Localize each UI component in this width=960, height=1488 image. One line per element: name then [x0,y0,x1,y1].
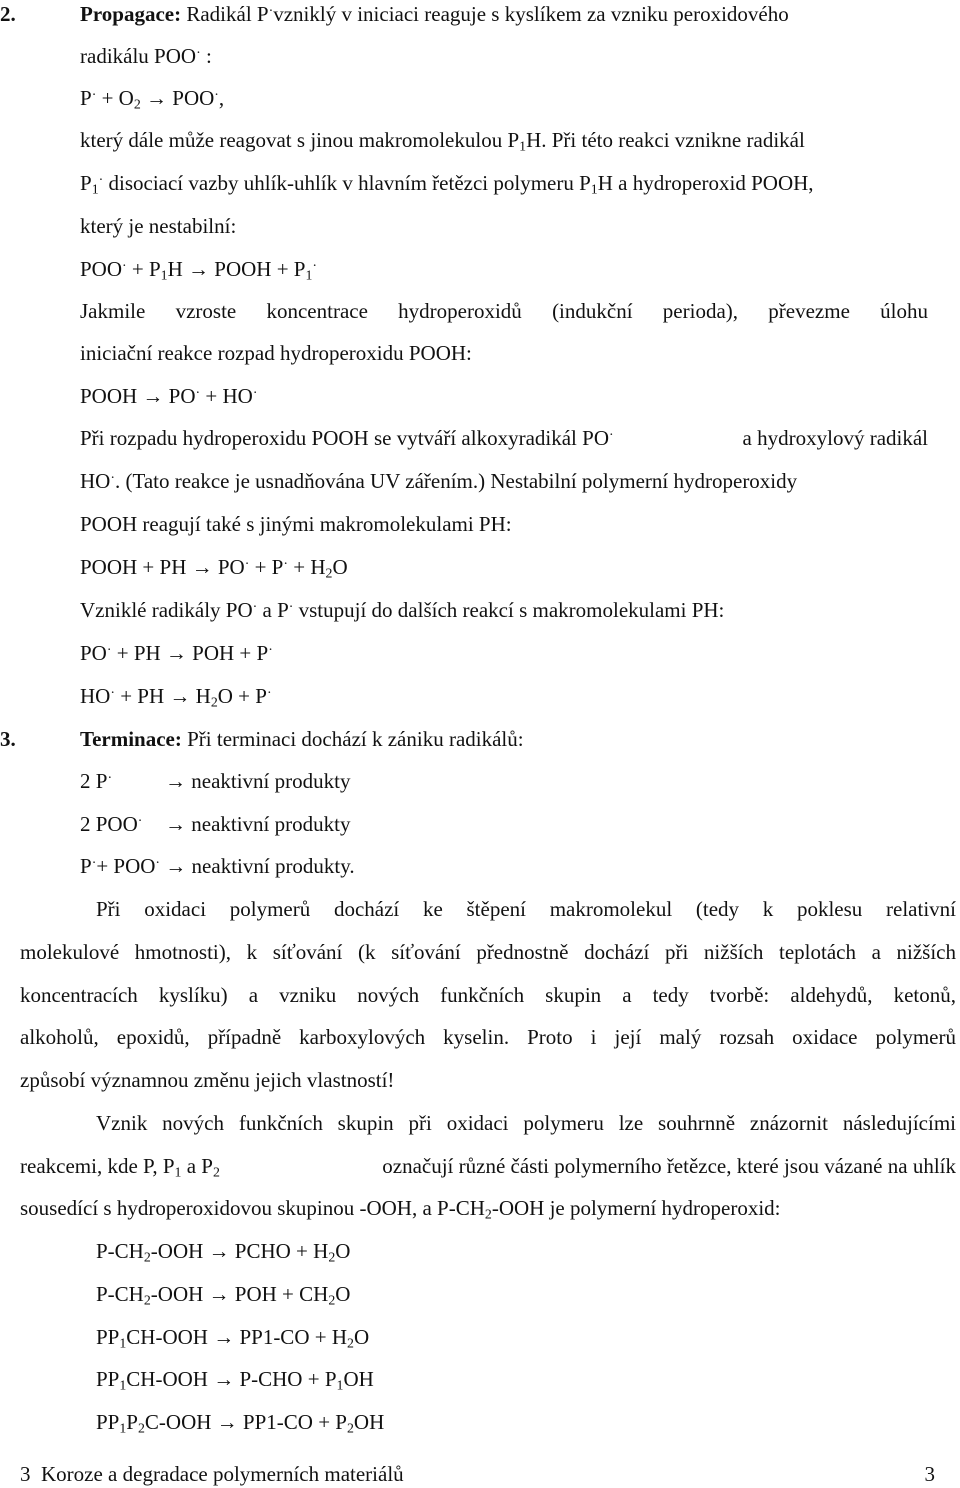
text-line: radikálu POO· : [80,44,212,68]
page-footer [20,1462,940,1487]
equation-1: $P^\cdot + O_2 \to POO^\cdot$, [80,86,225,112]
text-line: $P_1^\cdot$ disociací vazby uhlík-uhlík v hlavním řetězci polymeru $P_1H$ a hydroperoxid POOH, [80,171,814,197]
reaction-3: $PP_1CH$-OOH → $PP1-CO + H_2O$ [96,1325,370,1351]
page-number: 3 [924,1462,935,1486]
equation-5: PO· + PH → POH + P· [80,641,273,665]
footer-title: 3 Koroze a degradace polymerních materiálů [20,1462,404,1486]
text-line: který dále může reagovat s jinou makromolekulou $P_1H$. Při této reakci vznikne radikál [80,128,805,154]
text-line: HO·. (Tato reakce je usnadňována UV zářením.) Nestabilní polymerní hydroperoxidy [80,469,798,493]
termination-3: P·+ POO· → neaktivní produkty. [80,854,355,878]
section-2-number: 2. [0,2,16,26]
section-2-heading: Propagace: [80,2,182,26]
equation-6: HO· + PH → $H_2O + P^\cdot$ [80,684,272,710]
text-line: Při rozpadu hydroperoxidu POOH se vytváří alkoxyradikál PO· a hydroxylový radikál [80,426,928,450]
termination-1-result: → neaktivní produkty [165,769,351,793]
paragraph-1-line: molekulové hmotnosti), k síťování (k síťování přednostně dochází při nižších teplotách a nižších [20,940,956,964]
paragraph-1-line: Při oxidaci polymerů dochází ke štěpení makromolekul (tedy k poklesu relativní [96,897,956,921]
section-3-number: 3. [0,727,16,751]
text-line: který je nestabilní: [80,214,237,238]
paragraph-2-line: sousedící s hydroperoxidovou skupinou -OOH, a $P-CH_2$-OOH je polymerní hydroperoxid: [20,1196,781,1222]
section-2-heading-line: Propagace: Radikál P·vzniklý v iniciaci reaguje s kyslíkem za vzniku peroxidového [80,2,789,26]
text-line: POOH reagují také s jinými makromolekulami PH: [80,512,512,536]
reaction-5: $PP_1P_2C$-OOH → $PP1-CO + P_2OH$ [96,1410,385,1436]
paragraph-1-line: způsobí významnou změnu jejich vlastností! [20,1068,395,1092]
equation-4: POOH + PH → $PO^\cdot + P^\cdot + H_2O$ [80,555,348,581]
paragraph-2-line: reakcemi, kde P, $P_1$ a $P_2$ označují různé části polymerního řetězce, které jsou vázané na uhlík [20,1154,956,1180]
reaction-2: $P-CH_2$-OOH → POH + $CH_2O$ [96,1282,351,1308]
text-line: Jakmile vzroste koncentrace hydroperoxidů (indukční perioda), převezme úlohu [80,299,928,323]
reaction-4: $PP_1CH$-OOH → $P-CHO + P_1OH$ [96,1367,374,1393]
termination-2-result: → neaktivní produkty [165,812,351,836]
paragraph-2-line: Vznik nových funkčních skupin při oxidaci polymeru lze souhrnně znázornit následujícími [96,1111,956,1135]
text-line: Vzniklé radikály PO· a P· vstupují do dalších reakcí s makromolekulami PH: [80,598,725,622]
equation-2: $POO^\cdot + P_1H$ → POOH + $P_1^\cdot$ [80,257,318,283]
equation-3: POOH → PO· + HO· [80,384,258,408]
text-line: iniciační reakce rozpad hydroperoxidu POOH: [80,341,472,365]
section-3-heading-line: Terminace: Při terminaci dochází k zániku radikálů: [80,727,524,751]
section-3-heading: Terminace: [80,727,182,751]
termination-1: 2 P· [80,769,113,793]
paragraph-1-line: alkoholů, epoxidů, případně karboxylových kyselin. Proto i její malý rozsah oxidace polymerů [20,1025,956,1049]
termination-2: 2 POO· [80,812,143,836]
reaction-1: $P-CH_2$-OOH → PCHO + $H_2O$ [96,1239,351,1265]
paragraph-1-line: koncentracích kyslíku) a vzniku nových funkčních skupin a tedy tvorbě: aldehydů, ketonů, [20,983,956,1007]
